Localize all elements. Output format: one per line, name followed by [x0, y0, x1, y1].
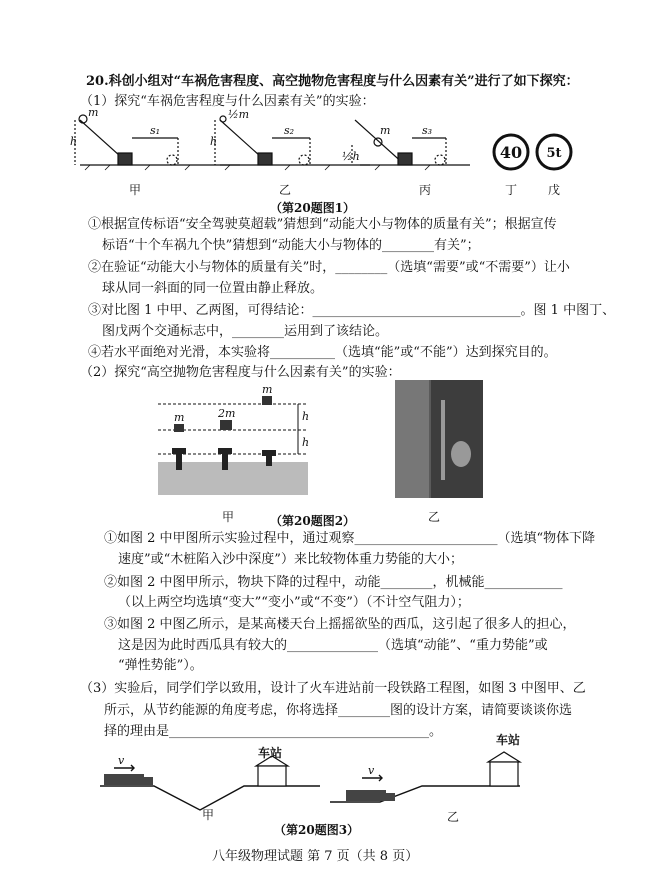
p2-q2-a: ②如图 2 中图甲所示，物块下降的过程中，动能________，机械能____________ — [104, 575, 563, 590]
fig2-caption: （第20题图2） — [270, 514, 356, 528]
figure-2-jia — [158, 384, 308, 499]
svg-text:40: 40 — [499, 143, 523, 162]
p2-q1-a: ①如图 2 中甲图所示实验过程中，通过观察______________________（选填“物体下降 — [104, 531, 596, 546]
p1-q3-a: ③对比图 1 中甲、乙两图，可得结论：________________________________。图 1 中图丁、 — [88, 303, 616, 318]
figure-2-yi-photo — [395, 380, 483, 498]
svg-text:m: m — [174, 411, 185, 424]
svg-text:m: m — [88, 106, 99, 119]
svg-text:v: v — [368, 764, 375, 777]
p3-a: （3）实验后，同学们学以致用，设计了火车进站前一段铁路工程图，如图 3 中图甲、乙 — [80, 681, 586, 696]
fig1-label-wu: 戊 — [548, 183, 561, 197]
p2-q1-b: 速度”或“木桩陷入沙中深度”）来比较物体重力势能的大小； — [118, 552, 463, 567]
part2-heading: （2）探究“高空抛物危害程度与什么因素有关”的实验： — [80, 365, 401, 380]
p2-q3-c: “弹性势能”）。 — [118, 658, 203, 673]
p2-q3-b: 这是因为此时西瓜具有较大的______________（选填“动能”、“重力势能”或 — [118, 638, 548, 653]
svg-text:h: h — [302, 410, 310, 423]
fig2-label-yi: 乙 — [428, 510, 441, 524]
svg-text:5t: 5t — [546, 146, 562, 161]
fig1-label-yi: 乙 — [279, 183, 292, 197]
svg-text:s₃: s₃ — [422, 124, 433, 137]
svg-text:h: h — [302, 436, 310, 449]
svg-text:h: h — [210, 135, 218, 148]
svg-text:2m: 2m — [218, 407, 236, 420]
svg-text:½m: ½m — [228, 108, 250, 121]
svg-text:h: h — [70, 135, 78, 148]
p1-q1-b: 标语“十个车祸九个快”猜想到“动能大小与物体的________有关”； — [102, 238, 480, 253]
p1-q2-a: ②在验证“动能大小与物体的质量有关”时，________（选填“需要”或“不需要”）让小 — [88, 260, 570, 275]
fig1-label-jia: 甲 — [129, 183, 142, 197]
fig3-station-yi: 车站 — [496, 733, 521, 747]
svg-text:v: v — [118, 754, 125, 767]
p2-q2-b: （以上两空均选填“变大”“变小”或“不变”）（不计空气阻力）； — [118, 595, 470, 610]
svg-text:½h: ½h — [342, 150, 360, 163]
p3-b: 所示，从节约能源的角度考虑，你将选择________图的设计方案，请简要谈谈你选 — [104, 703, 573, 718]
p1-q1-a: ①根据宣传标语“安全驾驶莫超载”猜想到“动能大小与物体的质量有关”；根据宣传 — [88, 217, 557, 232]
svg-text:m: m — [262, 383, 273, 396]
fig3-label-jia: 甲 — [202, 808, 215, 822]
page-footer: 八年级物理试题 第 7 页（共 8 页） — [212, 849, 419, 864]
svg-text:m: m — [380, 124, 391, 137]
question-title: 20.科创小组对“车祸危害程度、高空抛物危害程度与什么因素有关”进行了如下探究： — [86, 74, 579, 89]
part1-heading: （1）探究“车祸危害程度与什么因素有关”的实验： — [80, 94, 375, 109]
p1-q4: ④若水平面绝对光滑，本实验将__________（选填“能”或“不能”）达到探究目的。 — [88, 345, 557, 360]
svg-text:s₁: s₁ — [150, 124, 161, 137]
fig3-station-jia: 车站 — [258, 746, 283, 760]
p3-c: 择的理由是________________________________________。 — [104, 724, 443, 739]
fig3-caption: （第20题图3） — [274, 823, 360, 837]
p2-q3-a: ③如图 2 中图乙所示，是某高楼天台上摇摇欲坠的西瓜，这引起了很多人的担心， — [104, 617, 576, 632]
fig3-label-yi: 乙 — [447, 810, 460, 824]
figure-3 — [100, 740, 540, 820]
figure-1 — [70, 106, 630, 200]
p1-q2-b: 球从同一斜面的同一位置由静止释放。 — [102, 281, 324, 296]
fig2-label-jia: 甲 — [222, 510, 235, 524]
fig1-label-bing: 丙 — [419, 183, 432, 197]
p1-q3-b: 图戊两个交通标志中，________运用到了该结论。 — [102, 324, 389, 339]
fig1-label-ding: 丁 — [505, 183, 518, 197]
fig1-caption: （第20题图1） — [270, 201, 356, 215]
svg-text:s₂: s₂ — [284, 124, 295, 137]
